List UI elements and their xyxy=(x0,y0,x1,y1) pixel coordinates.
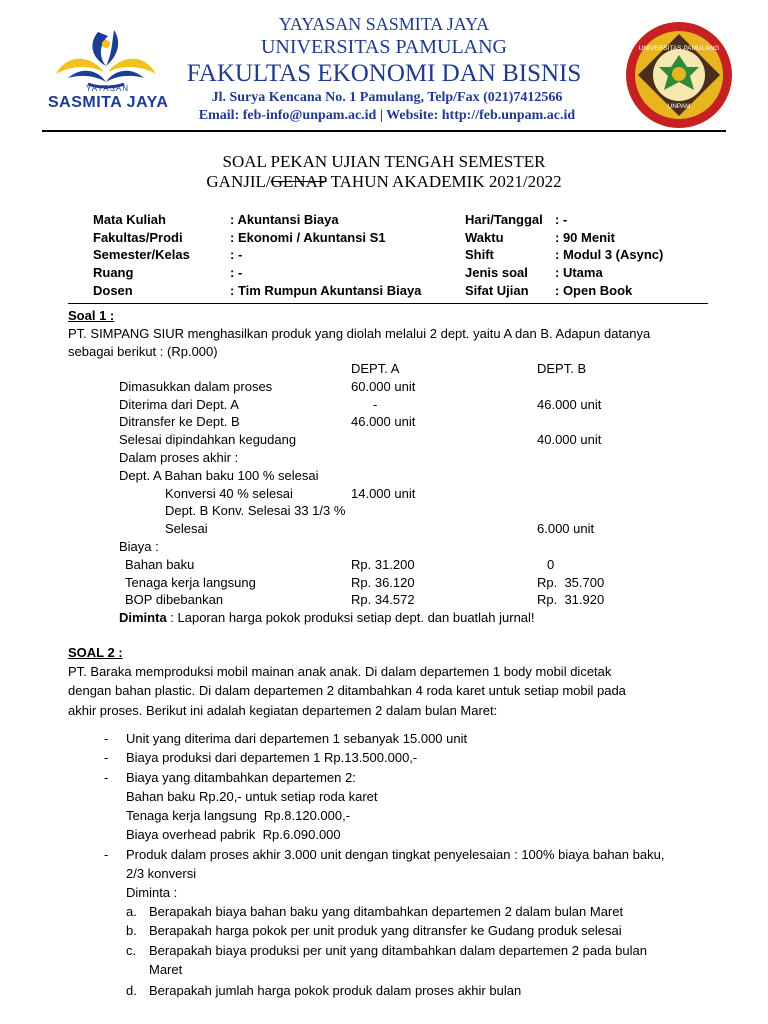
question-letter: d. xyxy=(126,983,137,998)
row-label: BOP dibebankan xyxy=(125,592,224,607)
dept-b-value: 0 xyxy=(547,557,555,572)
info-value: : Tim Rumpun Akuntansi Biaya xyxy=(230,283,422,298)
question-letter: c. xyxy=(126,943,137,958)
row-label: Bahan baku xyxy=(125,557,195,572)
info-label: Jenis soal xyxy=(465,265,528,280)
bullet-dash: - xyxy=(104,750,109,765)
exam-term xyxy=(0,172,768,192)
info-value: : Ekonomi / Akuntansi S1 xyxy=(230,230,386,245)
soal2-intro: PT. Baraka memproduksi mobil mainan anak anak. Di dalam departemen 1 body mobil dicetak xyxy=(68,664,612,679)
info-label: Hari/Tanggal xyxy=(465,212,543,227)
row-label: Tenaga kerja langsung xyxy=(125,575,256,590)
term-suffix: TAHUN AKADEMIK 2021/2022 xyxy=(326,172,562,191)
info-value: : Utama xyxy=(555,265,603,280)
question-text-cont: Maret xyxy=(149,962,183,977)
soal1-intro: sebagai berikut : (Rp.000) xyxy=(68,344,218,359)
info-label: Mata Kuliah xyxy=(93,212,166,227)
bullet-dash: - xyxy=(104,770,109,785)
row-label: Selesai xyxy=(165,521,208,536)
term-prefix: GANJIL/ xyxy=(206,172,271,191)
faculty-name: FAKULTAS EKONOMI DAN BISNIS xyxy=(186,60,582,87)
info-label: Dosen xyxy=(93,283,133,298)
dept-a-value: 14.000 unit xyxy=(351,486,416,501)
bullet-item: Biaya produksi dari departemen 1 Rp.13.500.000,- xyxy=(126,750,418,765)
info-label: Waktu xyxy=(465,230,504,245)
header-divider xyxy=(42,130,726,132)
info-value: : Open Book xyxy=(555,283,633,298)
row-label: Ditransfer ke Dept. B xyxy=(119,414,240,429)
dept-b-value: 40.000 unit xyxy=(537,432,602,447)
question-text: Berapakah biaya bahan baku yang ditambahkan departemen 2 dalam bulan Maret xyxy=(149,904,624,919)
sub-item: Bahan baku Rp.20,- untuk setiap roda karet xyxy=(126,789,378,804)
row-label: Dept. B Konv. Selesai 33 1/3 % xyxy=(165,503,346,518)
dept-a-value: 60.000 unit xyxy=(351,379,416,394)
dept-b-value: Rp. 31.920 xyxy=(537,592,605,607)
row-label: Dalam proses akhir : xyxy=(119,450,239,465)
logo-small-text: YAYASAN xyxy=(86,84,130,93)
sub-item: Tenaga kerja langsung Rp.8.120.000,- xyxy=(126,808,351,823)
seal-top-text: UNIVERSITAS PAMULANG xyxy=(638,45,720,52)
info-label: Sifat Ujian xyxy=(465,283,529,298)
info-value: : - xyxy=(230,247,243,262)
bullet-dash: - xyxy=(104,847,109,862)
term-strike: GENAP xyxy=(270,172,327,191)
question-text: Berapakah biaya produksi per unit yang ditambahkan dalam departemen 2 pada bulan xyxy=(149,943,647,958)
dept-b-value: 46.000 unit xyxy=(537,397,602,412)
question-text: Berapakah jumlah harga pokok produk dalam proses akhir bulan xyxy=(149,983,522,998)
diminta-text: : Laporan harga pokok produksi setiap dept. dan buatlah jurnal! xyxy=(166,610,535,625)
soal2-diminta: Diminta : xyxy=(126,885,178,900)
info-value: : - xyxy=(230,265,243,280)
question-letter: a. xyxy=(126,904,137,919)
diminta-label: Diminta xyxy=(119,610,167,625)
dept-a-value: - xyxy=(373,397,378,412)
row-label: Dimasukkan dalam proses xyxy=(119,379,273,394)
dept-b-value: 6.000 unit xyxy=(537,521,595,536)
info-value: : 90 Menit xyxy=(555,230,615,245)
dept-a-value: Rp. 31.200 xyxy=(351,557,415,572)
info-divider xyxy=(68,303,708,304)
dept-a-header: DEPT. A xyxy=(351,361,400,376)
soal1-request xyxy=(119,610,535,625)
question-letter: b. xyxy=(126,923,137,938)
info-value: : - xyxy=(555,212,568,227)
info-value: : Akuntansi Biaya xyxy=(230,212,339,227)
soal1-heading: Soal 1 : xyxy=(68,308,115,323)
dept-a-value: Rp. 36.120 xyxy=(351,575,415,590)
soal2-heading: SOAL 2 : xyxy=(68,645,123,660)
dept-a-value: 46.000 unit xyxy=(351,414,416,429)
foundation-name: YAYASAN SASMITA JAYA xyxy=(278,14,490,34)
faculty-address: Jl. Surya Kencana No. 1 Pamulang, Telp/Fax (021)7412566 xyxy=(211,90,563,105)
seal-bottom-text: UNPAM xyxy=(667,103,691,110)
soal1-intro: PT. SIMPANG SIUR menghasilkan produk yang diolah melalui 2 dept. yaitu A dan B. Adapun datanya xyxy=(68,326,651,341)
row-label: Dept. A Bahan baku 100 % selesai xyxy=(119,468,319,483)
exam-title: SOAL PEKAN UJIAN TENGAH SEMESTER xyxy=(222,152,546,171)
row-label: Konversi 40 % selesai xyxy=(165,486,293,501)
info-label: Semester/Kelas xyxy=(93,247,190,262)
faculty-contact: Email: feb-info@unpam.ac.id | Website: http://feb.unpam.ac.id xyxy=(198,108,576,123)
dept-a-value: Rp. 34.572 xyxy=(351,592,415,607)
bullet-item: Produk dalam proses akhir 3.000 unit dengan tingkat penyelesaian : 100% biaya bahan baku, xyxy=(126,847,665,862)
bullet-item-cont: 2/3 konversi xyxy=(126,866,197,881)
soal2-intro: akhir proses. Berikut ini adalah kegiatan departemen 2 dalam bulan Maret: xyxy=(68,703,498,718)
bullet-item: Biaya yang ditambahkan departemen 2: xyxy=(126,770,356,785)
unpam-seal-icon xyxy=(624,20,734,130)
info-value: : Modul 3 (Async) xyxy=(555,247,664,262)
row-label: Diterima dari Dept. A xyxy=(119,397,239,412)
university-name: UNIVERSITAS PAMULANG xyxy=(260,36,507,58)
sub-item: Biaya overhead pabrik Rp.6.090.000 xyxy=(126,827,341,842)
dept-b-value: Rp. 35.700 xyxy=(537,575,605,590)
info-label: Fakultas/Prodi xyxy=(93,230,183,245)
row-label: Selesai dipindahkan kegudang xyxy=(119,432,297,447)
info-label: Shift xyxy=(465,247,494,262)
logo-big-text: SASMITA JAYA xyxy=(48,94,169,111)
info-label: Ruang xyxy=(93,265,134,280)
row-label: Biaya : xyxy=(119,539,159,554)
unpam-seal xyxy=(624,20,734,130)
soal2-intro: dengan bahan plastic. Di dalam departemen 2 ditambahkan 4 roda karet untuk setiap mobil pada xyxy=(68,683,626,698)
question-text: Berapakah harga pokok per unit produk yang ditransfer ke Gudang produk selesai xyxy=(149,923,622,938)
bullet-item: Unit yang diterima dari departemen 1 sebanyak 15.000 unit xyxy=(126,731,468,746)
bullet-dash: - xyxy=(104,731,109,746)
dept-b-header: DEPT. B xyxy=(537,361,587,376)
